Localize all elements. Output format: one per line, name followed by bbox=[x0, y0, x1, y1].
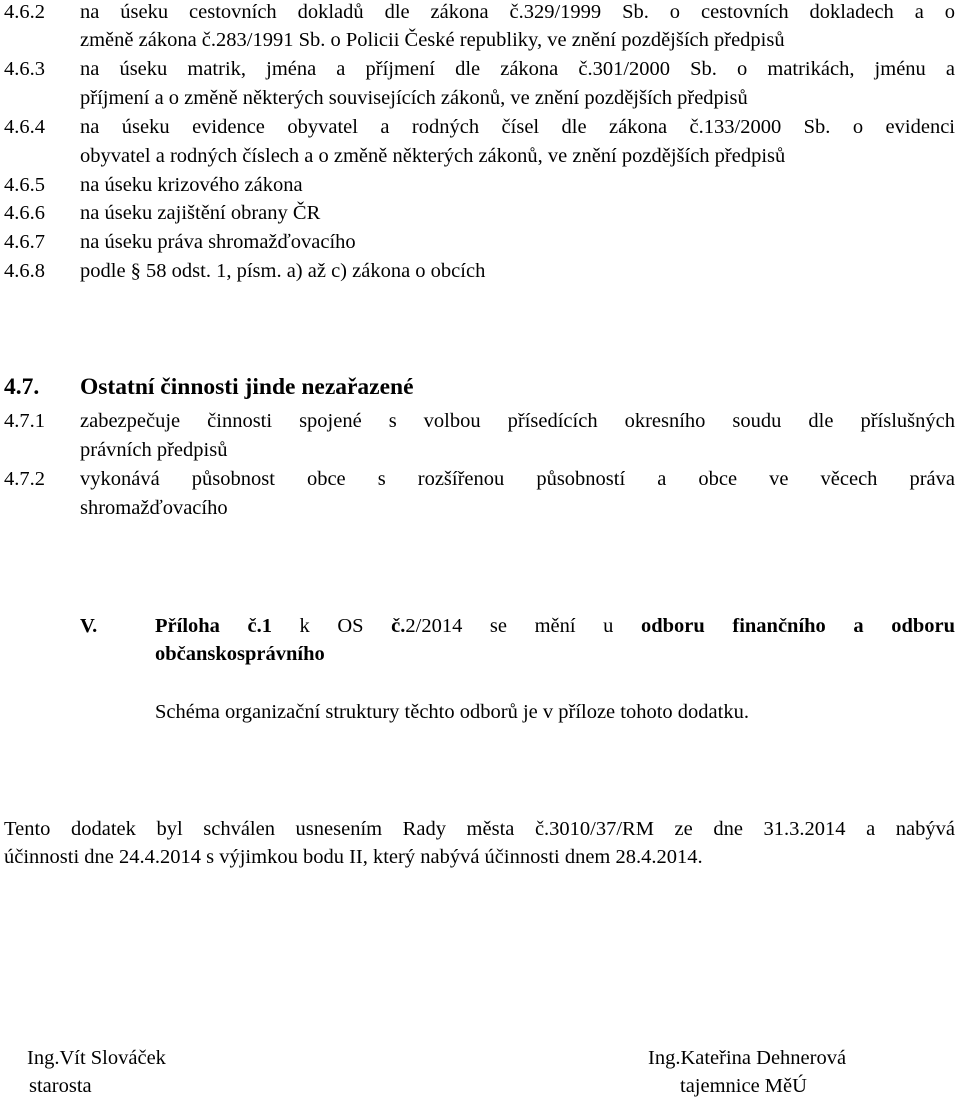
item-text: na úseku krizového zákona bbox=[80, 174, 303, 196]
section-number: 4.7. bbox=[4, 374, 40, 400]
item-text: na úseku evidence obyvatel a rodných čísel dle zákona č.133/2000 Sb. o evidenci bbox=[80, 116, 955, 138]
section-v-title-line2: občanskosprávního bbox=[155, 643, 325, 665]
item-text: na úseku cestovních dokladů dle zákona č.329/1999 Sb. o cestovních dokladech a o bbox=[80, 1, 955, 23]
item-number: 4.6.6 bbox=[4, 202, 45, 224]
title-part-2: k OS bbox=[271, 615, 392, 637]
item-number: 4.6.2 bbox=[4, 1, 45, 23]
item-text: podle § 58 odst. 1, písm. a) až c) zákona o obcích bbox=[80, 260, 486, 282]
item-text: vykonává působnost obce s rozšířenou působností a obce ve věcech práva bbox=[80, 468, 955, 490]
item-text: obyvatel a rodných číslech a o změně některých zákonů, ve znění pozdějších předpisů bbox=[80, 145, 786, 167]
item-number: 4.7.2 bbox=[4, 468, 45, 490]
item-number: 4.6.7 bbox=[4, 231, 45, 253]
approval-line-1: Tento dodatek byl schválen usnesením Rady města č.3010/37/RM ze dne 31.3.2014 a nabývá bbox=[4, 818, 955, 840]
item-number: 4.6.5 bbox=[4, 174, 45, 196]
item-text: na úseku zajištění obrany ČR bbox=[80, 202, 321, 224]
section-title: Ostatní činnosti jinde nezařazené bbox=[80, 374, 414, 400]
signature-role-mayor: starosta bbox=[29, 1075, 92, 1097]
item-number: 4.6.3 bbox=[4, 58, 45, 80]
item-number: 4.6.8 bbox=[4, 260, 45, 282]
item-number: 4.7.1 bbox=[4, 410, 45, 432]
title-bold-2: č. bbox=[391, 615, 406, 637]
item-text: příjmení a o změně některých souvisejících zákonů, ve znění pozdějších předpisů bbox=[80, 87, 748, 109]
item-text: na úseku matrik, jména a příjmení dle zákona č.301/2000 Sb. o matrikách, jménu a bbox=[80, 58, 955, 80]
section-roman-numeral: V. bbox=[80, 615, 98, 637]
item-text: změně zákona č.283/1991 Sb. o Policii České republiky, ve znění pozdějších předpisů bbox=[80, 29, 785, 51]
section-v-title bbox=[155, 612, 955, 640]
approval-line-2: účinnosti dne 24.4.2014 s výjimkou bodu II, který nabývá účinnosti dnem 28.4.2014. bbox=[4, 846, 703, 868]
item-number: 4.6.4 bbox=[4, 116, 45, 138]
signature-name-mayor: Ing.Vít Slováček bbox=[27, 1047, 166, 1069]
signature-role-secretary: tajemnice MěÚ bbox=[680, 1075, 807, 1097]
schema-text: Schéma organizační struktury těchto odborů je v příloze tohoto dodatku. bbox=[155, 701, 749, 723]
signature-name-secretary: Ing.Kateřina Dehnerová bbox=[648, 1047, 847, 1069]
item-text: zabezpečuje činnosti spojené s volbou přísedících okresního soudu dle příslušných bbox=[80, 410, 955, 432]
title-bold-3: odboru finančního a odboru bbox=[640, 615, 955, 637]
item-text: na úseku práva shromažďovacího bbox=[80, 231, 356, 253]
title-bold-1: Příloha č.1 bbox=[155, 615, 272, 637]
item-text: právních předpisů bbox=[80, 439, 228, 461]
title-part-3: 2/2014 se mění u bbox=[405, 615, 641, 637]
item-text: shromažďovacího bbox=[80, 497, 228, 519]
